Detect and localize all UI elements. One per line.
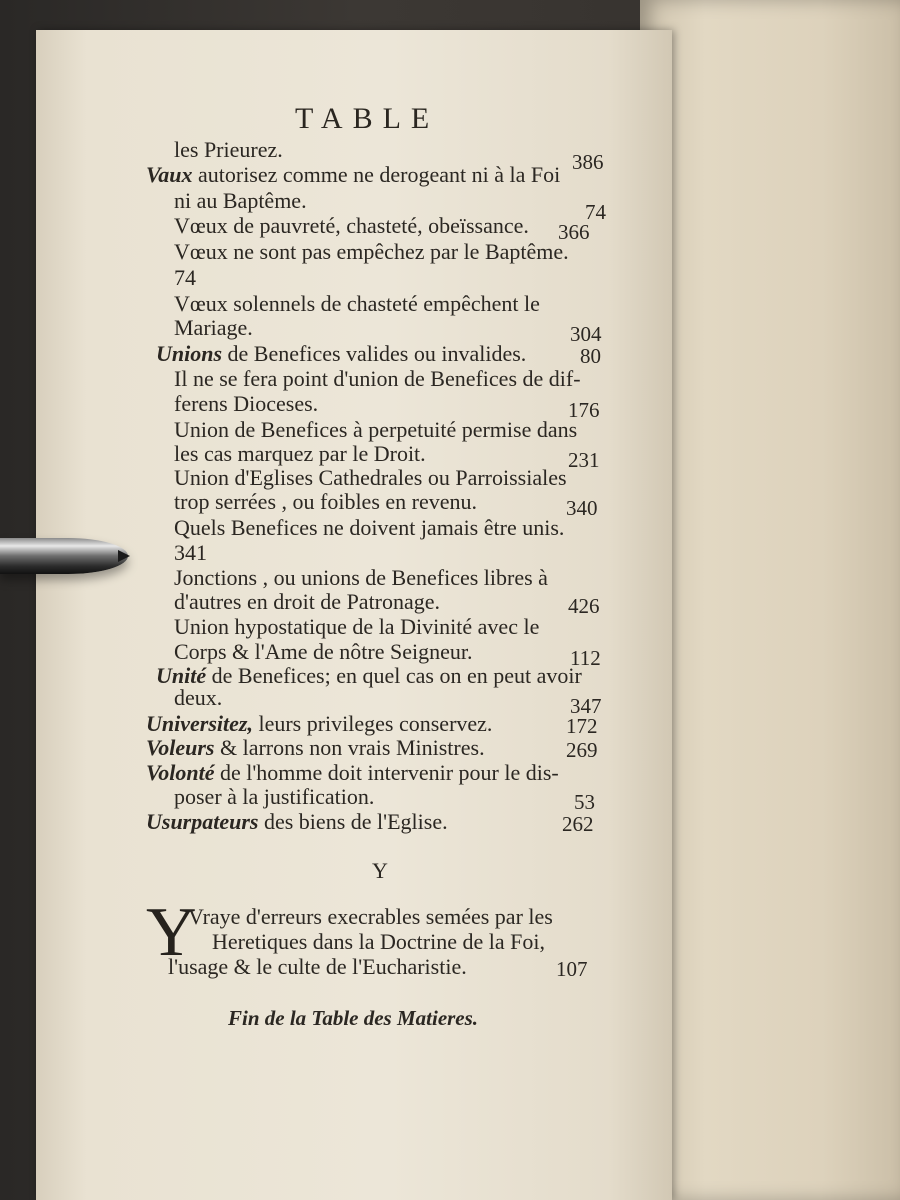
entry-line: d'autres en droit de Patronage. xyxy=(174,589,441,614)
page-number: 74 xyxy=(585,200,606,224)
entry-text: autorisez comme ne derogeant ni à la Foi xyxy=(192,162,561,187)
page-number: 262 xyxy=(562,812,594,836)
entry-line xyxy=(146,163,560,187)
entry-line: Vœux ne sont pas empêchez par le Baptême. xyxy=(174,239,569,264)
page-number: 112 xyxy=(570,646,601,670)
entry-text: de Benefices valides ou invalides. xyxy=(222,341,527,366)
entry-line: poser à la justification. xyxy=(174,784,375,809)
entry-line: deux. xyxy=(174,685,223,710)
entry-line: Union hypostatique de la Divinité avec le xyxy=(174,614,540,639)
entry-line: Vœux de pauvreté, chasteté, obeïssance. xyxy=(174,213,529,238)
end-of-table-note: Fin de la Table des Matieres. xyxy=(228,1006,479,1030)
page-number: 80 xyxy=(580,344,601,368)
entry-line xyxy=(156,342,526,366)
entry-heading: Vaux xyxy=(146,162,193,187)
entry-line: ni au Baptême. xyxy=(174,188,307,213)
entry-line: Union d'Eglises Cathedrales ou Parroissiales xyxy=(174,465,567,490)
entry-line: Il ne se fera point d'union de Benefices de dif- xyxy=(174,366,581,391)
entry-heading: Universitez, xyxy=(146,711,253,736)
page-number: 107 xyxy=(556,957,588,981)
page-number: 304 xyxy=(570,322,602,346)
entry-text: & larrons non vrais Ministres. xyxy=(214,735,485,760)
entry-heading: Unions xyxy=(156,341,223,366)
pen-tip xyxy=(118,550,130,562)
entry-line xyxy=(146,712,492,736)
entry-text: des biens de l'Eglise. xyxy=(258,809,448,834)
entry-line: les cas marquez par le Droit. xyxy=(174,441,426,466)
entry-line: Vœux solennels de chasteté empêchent le xyxy=(174,291,540,316)
page-title: TABLE xyxy=(295,102,440,135)
entry-text: de l'homme doit intervenir pour le dis- xyxy=(214,760,559,785)
page-number: 426 xyxy=(568,594,600,618)
page-number: 347 xyxy=(570,694,602,718)
entry-line xyxy=(146,810,448,834)
page-number: 53 xyxy=(574,790,595,814)
entry-line: ferens Dioceses. xyxy=(174,391,319,416)
entry-line: Jonctions , ou unions de Benefices libres à xyxy=(174,565,548,590)
entry-heading: Unité xyxy=(156,663,207,688)
entry-line: Mariage. xyxy=(174,315,253,340)
entry-heading: Voleurs xyxy=(146,735,215,760)
entry-text: de Benefices; en quel cas on en peut avoir xyxy=(206,663,582,688)
page-number: 366 xyxy=(558,220,590,244)
entry-line xyxy=(146,761,559,785)
section-letter: Y xyxy=(372,858,388,883)
entry-heading: Volonté xyxy=(146,760,215,785)
entry-line: trop serrées , ou foibles en revenu. xyxy=(174,489,478,514)
page-number: 172 xyxy=(566,714,598,738)
entry-line: Quels Benefices ne doivent jamais être unis. xyxy=(174,515,565,540)
entry-line: l'usage & le culte de l'Eucharistie. xyxy=(168,954,467,979)
entry-line: Vraye d'erreurs execrables semées par les xyxy=(188,904,553,929)
page-number: 386 xyxy=(572,150,604,174)
page-number: 231 xyxy=(568,448,600,472)
entry-line: 74 xyxy=(174,265,196,290)
drop-cap: Y xyxy=(146,894,197,971)
entry-line: Union de Benefices à perpetuité permise dans xyxy=(174,417,578,442)
pen xyxy=(0,538,128,574)
entry-text: leurs privileges conservez. xyxy=(252,711,493,736)
entry-line: Corps & l'Ame de nôtre Seigneur. xyxy=(174,639,473,664)
page-number: 269 xyxy=(566,738,598,762)
entry-line: Heretiques dans la Doctrine de la Foi, xyxy=(212,929,545,954)
page-number: 340 xyxy=(566,496,598,520)
entry-line: les Prieurez. xyxy=(174,137,283,162)
page-number: 176 xyxy=(568,398,600,422)
facing-page xyxy=(640,0,900,1200)
entry-line xyxy=(146,736,485,760)
entry-line: 341 xyxy=(174,540,207,565)
entry-heading: Usurpateurs xyxy=(146,809,259,834)
